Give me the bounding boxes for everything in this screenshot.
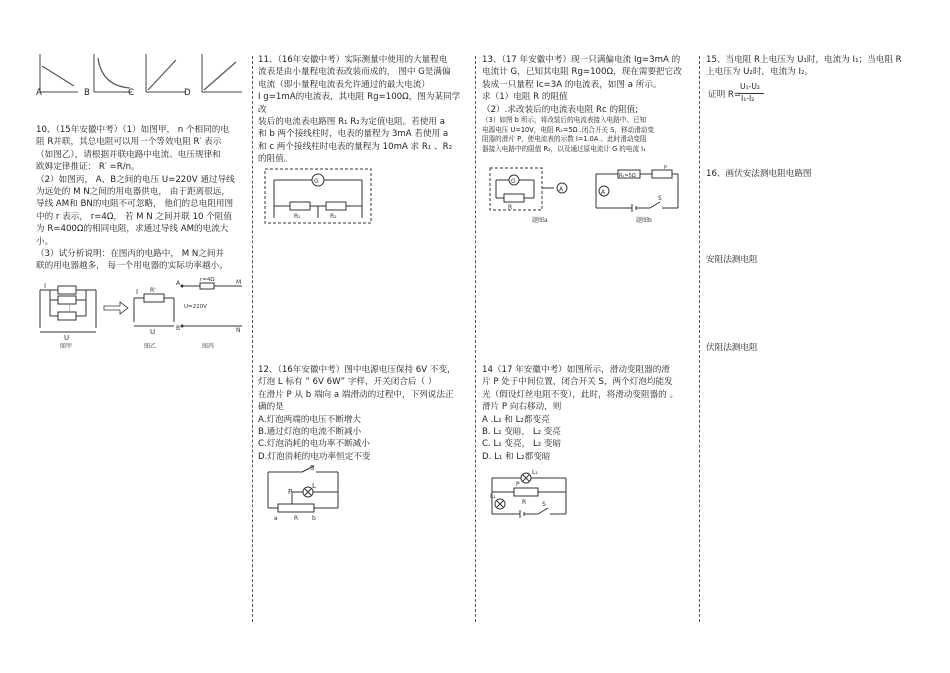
q10-line: （如图乙），请根据并联电路中电流、电压规律和	[36, 149, 221, 160]
q10-line: （3）试分析说明：在图丙的电路中， M N之间并	[36, 249, 225, 260]
question-10	[36, 124, 242, 273]
column-divider-3	[699, 56, 700, 622]
graph-label-a: A	[36, 88, 42, 98]
svg-text:L₁: L₁	[490, 493, 496, 500]
q10-line: 为 R=400Ω的相同电阻，求通过导线 AM的电流大	[36, 224, 229, 235]
svg-text:G: G	[314, 178, 319, 185]
q12-line: 12、（16年安徽中考）图中电源电压保持 6V 不变，	[258, 365, 456, 375]
q11-line: 电流（即小量程电流表允许通过的最大电流）	[258, 79, 430, 90]
q14-option-d: D. L₁ 和 L₂都变暗	[482, 451, 551, 462]
caption-fig-b: 题图b	[636, 217, 652, 224]
question-12	[258, 364, 466, 463]
svg-text:U: U	[150, 328, 156, 336]
q14-option-c: C. L₁ 变亮， L₂ 变暗	[482, 439, 562, 450]
column-divider-1	[252, 56, 253, 622]
q14-line: 片 P 处于中间位置，闭合开关 S，两个灯泡均能发	[482, 377, 673, 388]
svg-text:S: S	[658, 195, 662, 202]
q14-line: 光（假设灯丝电阻不变），此时，将滑动变阻器的 。	[482, 389, 679, 400]
graph-label-c: C	[128, 88, 135, 98]
q11-line: 和 b 两个接线柱时，电表的量程为 3mA 若使用 a	[258, 129, 449, 140]
question-13	[482, 54, 692, 154]
svg-text:P: P	[664, 165, 668, 171]
svg-text:R: R	[508, 204, 513, 211]
q10-line: 阻 R并联，其总电阻可以用一个等效电阻 R′ 表示	[36, 137, 222, 148]
svg-text:R₁: R₁	[294, 213, 301, 220]
q10-line: （2）如图丙， A、B之间的电压 U=220V 通过导线	[36, 174, 235, 185]
fuzu-section	[706, 342, 920, 354]
q13-line: 电流计 G，已知其电阻 Rg=100Ω，现在需要把它改	[482, 67, 682, 78]
svg-text:U: U	[64, 334, 70, 342]
svg-text:P: P	[288, 488, 293, 496]
proof-formula	[708, 82, 828, 108]
graph-a	[40, 54, 78, 92]
anzu-title: 安阻法测电阻	[706, 255, 758, 265]
q12-option-c: C.灯泡消耗的电功率不断减小	[258, 439, 370, 450]
q12-circuit-figure	[262, 462, 344, 522]
svg-text:G: G	[511, 178, 516, 185]
q13-circuit-figure	[486, 164, 686, 226]
svg-text:R: R	[522, 499, 527, 506]
question-14	[482, 364, 692, 463]
q11-line: 装后的电流表电路图 R₁ R₂为定值电阻。若使用 a	[258, 117, 445, 128]
graph-options-figure	[36, 52, 244, 100]
graph-label-b: B	[84, 88, 90, 98]
q11-line: 流表是由小量程电流表改装而成的， 图中 G是满偏	[258, 67, 451, 78]
caption-fig-yi: 图乙	[144, 343, 157, 350]
q13-line: 13、（17 年安徽中考）现一只满偏电流 Ig=3mA 的	[482, 55, 681, 65]
caption-fig-bing: 图丙	[202, 343, 215, 350]
q10-line: 为远处的 M N之间的用电器供电， 由于距离很远，	[36, 187, 230, 198]
u-220v-label: U=220V	[184, 304, 207, 310]
q16-title: 16、画伏安法测电阻电路图	[706, 169, 812, 179]
svg-text:N: N	[236, 327, 241, 334]
q13-line: 装成一只量程 Ic=3A 的电流表，如图 a 所示。	[482, 79, 662, 90]
svg-text:A: A	[559, 186, 564, 193]
q14-option-a: A .L₁ 和 L₂都变亮	[482, 414, 550, 425]
graph-c	[146, 54, 186, 92]
q11-line: 11、（16年安徽中考）实际测量中使用的大量程电	[258, 55, 448, 65]
q13-line: （2）.求改装后的电流表电阻 Rc 的阻值;	[482, 104, 639, 115]
svg-text:⋮: ⋮	[66, 304, 73, 312]
q11-line: I g=1mA的电流表，其电阻 Rg=100Ω，图为某同学改	[258, 92, 461, 115]
anzu-section	[706, 254, 920, 266]
q11-line: 和 c 两个接线柱时电表的量程为 10mA 求 R₁ 、R₂	[258, 141, 453, 152]
r-4ohm-label: r=4Ω	[200, 277, 215, 283]
q14-line: 滑片 P 向右移动，则	[482, 402, 562, 413]
svg-text:S: S	[310, 464, 315, 472]
q14-line: 14（17 年安徽中考）如图所示，滑动变阻器的滑	[482, 365, 670, 375]
svg-text:R: R	[294, 515, 299, 522]
svg-text:A: A	[601, 189, 606, 196]
q13-small-line: 阻器的滑片 P，使电流表的示数 I=1.0A 。此时滑动变阻	[482, 135, 647, 144]
q12-option-b: B.通过灯泡的电流不断减小	[258, 427, 362, 438]
svg-text:a: a	[274, 515, 278, 522]
proof-denominator: I₁-I₂	[741, 94, 755, 103]
column-divider-2	[475, 56, 476, 622]
graph-b	[94, 54, 132, 92]
caption-fig-jia: 图甲	[60, 343, 73, 350]
q12-option-d: D.灯泡消耗的电功率恒定不变	[258, 451, 371, 462]
q14-circuit-figure	[486, 464, 572, 522]
fuzu-title: 伏阻法测电阻	[706, 343, 758, 353]
q10-line: 欧姆定律推证： R′ =R/n。	[36, 162, 140, 173]
r-prime-label: R'	[150, 287, 156, 294]
q12-option-a: A.灯泡两端的电压不断增大	[258, 414, 361, 425]
q15-line: 上电压为 U₂时，电流为 I₂。	[706, 67, 814, 78]
q10-circuit-figure	[36, 276, 244, 350]
caption-fig-a: 题图a	[532, 217, 548, 224]
proof-label: 证明 R=	[708, 90, 742, 100]
r1-5ohm-label: R₁=5Ω	[619, 173, 636, 179]
q11-line: 的阻值。	[258, 154, 293, 165]
q13-small-line: 器接入电路中的阻值 R₂，以及通过原电流计 G 的电流 I₁	[482, 144, 646, 153]
q10-line: 导线 AM和 BN的电阻不可忽略， 他们的总电阻用图	[36, 199, 234, 210]
q12-line: 灯泡 L 标有 ” 6V 6W” 字样，开关闭合后（ ）	[258, 377, 437, 388]
svg-text:I: I	[44, 282, 47, 290]
graph-label-d: D	[184, 88, 191, 98]
svg-text:B: B	[176, 325, 181, 332]
q12-line: 在滑片 P 从 b 端向 a 端滑动的过程中，下列说法正	[258, 389, 454, 400]
q13-small-line: 电源电压 U=10V，电阻 R₁=5Ω .闭合开关 S，移动滑动变	[482, 125, 654, 134]
q13-line: 求（1）电阻 R 的阻值	[482, 92, 568, 103]
proof-numerator: U₁-U₂	[740, 82, 760, 91]
q12-line: 确的是	[258, 402, 284, 413]
q10-line: 10、（15年安徽中考）（1）如图甲， n 个相同的电	[36, 125, 229, 135]
question-16	[706, 168, 920, 180]
svg-text:b: b	[312, 515, 316, 522]
q10-line: 联的用电器越多， 每一个用电器的实际功率越小。	[36, 261, 228, 272]
graph-d	[202, 54, 242, 92]
svg-text:L: L	[312, 482, 316, 490]
svg-text:L₂: L₂	[532, 469, 538, 476]
svg-text:S: S	[542, 501, 546, 508]
svg-text:A: A	[176, 280, 181, 287]
svg-text:P: P	[516, 481, 520, 488]
question-15	[706, 54, 920, 79]
svg-text:I: I	[136, 288, 139, 296]
q15-line: 15、当电阻 R上电压为 U₁时，电流为 I₁；当电阻 R	[706, 55, 902, 65]
svg-text:R₂: R₂	[330, 213, 337, 220]
q14-option-b: B. L₁ 变暗， L₂ 变亮	[482, 427, 561, 438]
question-11	[258, 54, 466, 166]
q10-line: 中的 r 表示， r=4Ω， 若 M N 之间并联 10 个阻值	[36, 211, 232, 222]
q10-line: 小。	[36, 236, 54, 247]
svg-text:M: M	[236, 279, 242, 286]
q11-circuit-figure	[262, 166, 374, 226]
q13-small-line: （3）如图 b 所示，将改装后的电流表接入电路中。已知	[482, 116, 647, 125]
